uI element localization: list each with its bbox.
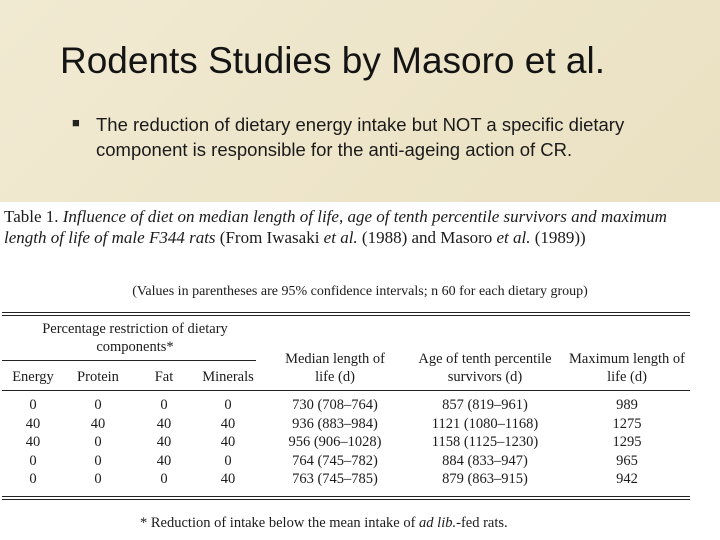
col-header-maximum: Maximum length of life (d): [569, 351, 685, 385]
col-header-energy: Energy: [12, 369, 54, 385]
table-cell: 0: [94, 397, 102, 413]
table-cell: 0: [224, 452, 232, 469]
footnote-text: Reduction of intake below the mean intake of: [150, 515, 416, 531]
table-header-rule: [2, 390, 690, 391]
table-cell: 40: [156, 415, 172, 432]
col-header-minerals: Minerals: [202, 369, 254, 385]
table-footnote: [140, 515, 508, 532]
footnote-mark: *: [140, 515, 148, 531]
table-caption-source-2: (1988) and Masoro: [361, 228, 493, 247]
table-cell: 857 (819–961): [442, 397, 528, 413]
table-cell: 40: [220, 434, 236, 450]
table-bottom-rule: [2, 496, 690, 497]
table-cell: 0: [29, 397, 37, 413]
table-cell: 1295: [612, 434, 642, 450]
table-cell: 1158 (1125–1230): [431, 434, 539, 450]
table-cell: 1121 (1080–1168): [431, 415, 539, 432]
slide-title: Rodents Studies by Masoro et al.: [60, 40, 606, 81]
table-cell: 764 (745–782): [292, 452, 378, 469]
table-cell: 0: [160, 471, 168, 487]
table-caption-source-3: (1989)): [534, 228, 586, 247]
table-bottom-rule-double: [2, 499, 690, 500]
col-header-tenth: Age of tenth percentile survivors (d): [418, 351, 552, 385]
table-cell: 0: [94, 471, 102, 487]
table-cell: 936 (883–984): [292, 415, 378, 432]
footnote-end: -fed rats.: [456, 515, 508, 531]
bullet-square-icon: ■: [72, 115, 80, 130]
group-header: Percentage restriction of dietary components*: [42, 321, 228, 355]
table-cell: 1275: [612, 415, 642, 432]
table-caption: [4, 206, 704, 248]
table-cell: 40: [25, 434, 41, 450]
bullet-text: The reduction of dietary energy intake but NOT a specific dietary component is responsible for the anti-ageing action of CR.: [96, 114, 625, 160]
table-cell: 40: [220, 471, 236, 487]
table-cell: 879 (863–915): [442, 471, 528, 487]
table-cell: 40: [90, 415, 106, 432]
table-cell: 0: [94, 452, 102, 469]
table-cell: 956 (906–1028): [288, 434, 382, 450]
table-cell: 763 (745–785): [292, 471, 378, 487]
table-cell: 730 (708–764): [292, 397, 378, 413]
table-cell: 0: [29, 471, 37, 487]
table-cell: 40: [25, 415, 41, 432]
table-cell: 0: [94, 434, 102, 450]
table-top-rule-double: [2, 315, 690, 316]
table-cell: 942: [616, 471, 638, 487]
col-header-protein: Protein: [77, 369, 119, 385]
table-cell: 40: [156, 452, 172, 469]
table-caption-title: Influence of diet on median length of life, age of tenth percentile survivors and maximum length of life of male F344 rats: [4, 207, 667, 247]
table-caption-source-1: (From Iwasaki: [219, 228, 320, 247]
table-cell: 0: [224, 397, 232, 413]
table-figure: [0, 202, 720, 540]
table-cell: 884 (833–947): [442, 452, 528, 469]
table-cell: 989: [616, 397, 638, 413]
table-caption-etal-1: et al.: [323, 228, 358, 247]
group-header-rule: [2, 360, 256, 361]
table-label: Table 1.: [4, 207, 59, 226]
table-caption-etal-2: et al.: [496, 228, 531, 247]
table-cell: 965: [616, 452, 638, 469]
table-note: (Values in parentheses are 95% confidence intervals; n 60 for each dietary group): [132, 284, 588, 299]
footnote-italic: ad lib.: [419, 515, 457, 531]
col-header-median: Median length of life (d): [285, 351, 385, 385]
table-top-rule: [2, 312, 690, 313]
table-cell: 0: [29, 452, 37, 469]
table-cell: 40: [220, 415, 236, 432]
col-header-fat: Fat: [154, 369, 174, 385]
table-cell: 0: [160, 397, 168, 413]
table-cell: 40: [156, 434, 172, 450]
